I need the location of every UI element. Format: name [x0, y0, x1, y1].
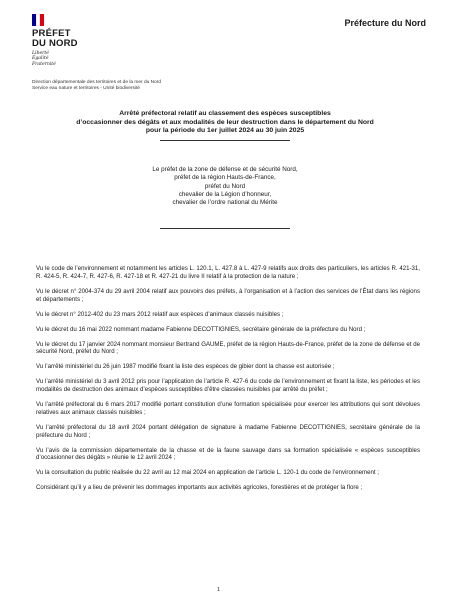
prefet-line: préfet du Nord [204, 182, 246, 190]
prefet-block [100, 166, 350, 207]
considerant-paragraph: Considérant qu’il y a lieu de prévenir les dommages importants aux activités agricoles, forestières et de protéger la flore ; [36, 484, 363, 492]
visa-paragraph: Vu le décret n° 2004-374 du 29 avril 2004 relatif aux pouvoirs des préfets, à l’organisation et à l’action des services de l’État dans les régions et départements ; [36, 287, 420, 303]
direction-line: Direction départementale des territoires et de la mer du Nord [32, 80, 162, 85]
service-line: Service eau nature et territoires - Unité biodiversité [32, 86, 140, 92]
visa-paragraph: Vu le code de l’environnement et notamment les articles L. 120.1, L. 427.8 à L. 427-9 relatifs aux droits des particuliers, les articles R. 421-31, R. 424-5, R. 424-7, R. 427-6, R. 427-18 et R. 427-21 du livre II relatif à la protection de la nature ; [36, 265, 420, 280]
visa-paragraph: Vu l’arrêté préfectoral du 6 mars 2017 modifié portant constitution d’une formation spécialisée pour exercer les attributions qui sont dévolues relatives aux animaux classés nuisibles ; [36, 401, 420, 416]
title-separator [160, 140, 290, 141]
logo-line-2: DU NORD [32, 38, 78, 49]
title-line: Arrêté préfectoral relatif au classement des espèces susceptibles [119, 110, 331, 117]
visa-paragraph: Vu l’arrêté ministériel du 26 juin 1987 modifié fixant la liste des espèces de gibier dont la chasse est autorisée ; [36, 363, 335, 371]
prefet-separator [160, 228, 290, 229]
prefet-line: chevalier de la Légion d’honneur, [178, 190, 272, 198]
prefecture-name: Préfecture du Nord [344, 18, 426, 28]
visa-paragraph: Vu la consultation du public réalisée du 22 avril au 12 mai 2024 en application de l’article L. 120-1 du code de l’environnement ; [36, 469, 379, 477]
motto [32, 51, 102, 67]
visa-list [36, 265, 420, 499]
visa-paragraph: Vu le décret du 17 janvier 2024 nommant monsieur Bertrand GAUME, préfet de la région Hauts-de-France, préfet de la zone de défense et de sécurité Nord, préfet du Nord ; [36, 340, 420, 356]
visa-paragraph: Vu l’arrêté préfectoral du 18 avril 2024 portant délégation de signature à madame Fabienne DECOTTIGNIES, secrétaire générale de la préfecture du Nord ; [36, 423, 420, 439]
visa-paragraph: Vu le décret n° 2012-402 du 23 mars 2012 relatif aux espèces d’animaux classés nuisibles ; [36, 310, 284, 318]
prefet-line: Le préfet de la zone de défense et de sécurité Nord, [152, 166, 298, 173]
flag-stripe-red [40, 14, 44, 26]
page-number: 1 [217, 587, 221, 593]
marianne-flag-icon [32, 14, 44, 26]
prefet-line: préfet de la région Hauts-de-France, [174, 174, 276, 182]
visa-paragraph: Vu l’avis de la commission départementale de la chasse et de la faune sauvage dans sa formation spécialisée « espèces susceptibles d’occasionner des dégâts » réunie le 12 avril 2024 ; [36, 446, 420, 462]
visa-paragraph: Vu le décret du 16 mai 2022 nommant madame Fabienne DECOTTIGNIES, secrétaire générale de la préfecture du Nord ; [36, 325, 366, 333]
title-line: d’occasionner des dégâts et aux modalités de leur destruction dans le département du Nord [76, 118, 374, 126]
title-line: pour la période du 1er juillet 2024 au 30 juin 2025 [145, 127, 305, 135]
service-direction [32, 80, 362, 93]
prefet-line: chevalier de l’ordre national du Mérite [172, 199, 278, 207]
motto-line: Liberté [32, 51, 49, 56]
visa-paragraph: Vu l’arrêté ministériel du 3 avril 2012 pris pour l’application de l’article R. 427-6 du code de l’environnement et fixant la liste, les périodes et les modalités de destruction des animaux d’espèces susceptibles d’être classées nuisibles par arrêté du préfet ; [36, 378, 420, 394]
motto-line: Fraternité [32, 61, 56, 67]
prefet-logo [32, 14, 102, 67]
logo-line-1: PRÉFET [32, 28, 71, 39]
arrete-title [40, 110, 410, 136]
motto-line: Égalité [32, 56, 49, 62]
